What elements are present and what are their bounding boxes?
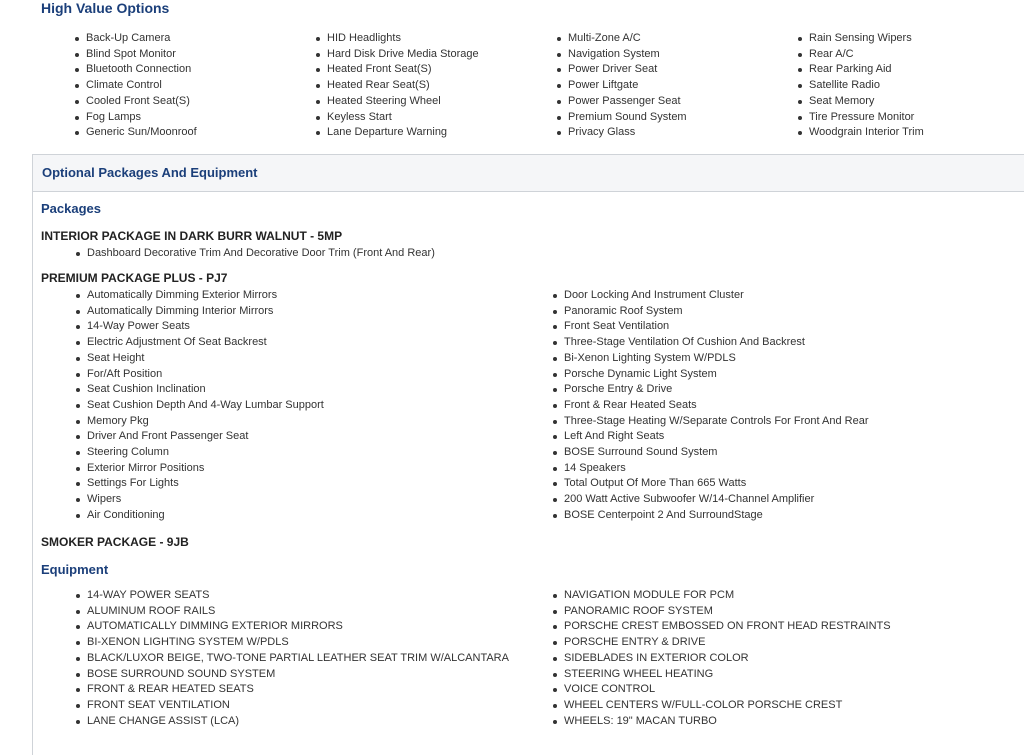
package-feature: Exterior Mirror Positions (87, 461, 324, 477)
package-feature-list-left (87, 288, 324, 524)
option-item: Cooled Front Seat(S) (86, 94, 197, 110)
package-feature: For/Aft Position (87, 367, 324, 383)
equipment-item: PORSCHE CREST EMBOSSED ON FRONT HEAD RESTRAINTS (564, 619, 891, 635)
option-item: Tire Pressure Monitor (809, 110, 924, 126)
package-feature: Steering Column (87, 445, 324, 461)
optional-packages-header (33, 155, 1024, 192)
option-item: Rain Sensing Wipers (809, 31, 924, 47)
package-feature: Dashboard Decorative Trim And Decorative Door Trim (Front And Rear) (87, 246, 435, 262)
package-feature: Three-Stage Heating W/Separate Controls For Front And Rear (564, 414, 868, 430)
equipment-item: WHEELS: 19" MACAN TURBO (564, 714, 891, 730)
option-item: HID Headlights (327, 31, 479, 47)
option-item: Generic Sun/Moonroof (86, 125, 197, 141)
optional-packages-title: Optional Packages And Equipment (42, 165, 258, 180)
package-feature: 14-Way Power Seats (87, 319, 324, 335)
equipment-item: LANE CHANGE ASSIST (LCA) (87, 714, 509, 730)
package-feature: Settings For Lights (87, 476, 324, 492)
option-item: Seat Memory (809, 94, 924, 110)
package-feature: Automatically Dimming Interior Mirrors (87, 304, 324, 320)
option-item: Heated Steering Wheel (327, 94, 479, 110)
equipment-item: STEERING WHEEL HEATING (564, 667, 891, 683)
option-item: Power Driver Seat (568, 62, 687, 78)
package-feature: Seat Cushion Depth And 4-Way Lumbar Support (87, 398, 324, 414)
package-feature: Memory Pkg (87, 414, 324, 430)
package-feature: Bi-Xenon Lighting System W/PDLS (564, 351, 868, 367)
equipment-list-right (564, 588, 891, 729)
package-feature: Total Output Of More Than 665 Watts (564, 476, 868, 492)
package-name: SMOKER PACKAGE - 9JB (41, 535, 189, 549)
option-item: Satellite Radio (809, 78, 924, 94)
high-value-column-4 (809, 31, 924, 141)
option-item: Power Passenger Seat (568, 94, 687, 110)
package-feature: Seat Height (87, 351, 324, 367)
package-feature: 14 Speakers (564, 461, 868, 477)
high-value-column-3 (568, 31, 687, 141)
equipment-item: BOSE SURROUND SOUND SYSTEM (87, 667, 509, 683)
package-name: INTERIOR PACKAGE IN DARK BURR WALNUT - 5MP (41, 229, 343, 243)
package-feature: Three-Stage Ventilation Of Cushion And Backrest (564, 335, 868, 351)
option-item: Keyless Start (327, 110, 479, 126)
option-item: Power Liftgate (568, 78, 687, 94)
equipment-list-left (87, 588, 509, 729)
high-value-column-1 (86, 31, 197, 141)
high-value-column-2 (327, 31, 479, 141)
equipment-item: 14-WAY POWER SEATS (87, 588, 509, 604)
option-item: Rear A/C (809, 47, 924, 63)
package-feature: Panoramic Roof System (564, 304, 868, 320)
package-feature: Porsche Dynamic Light System (564, 367, 868, 383)
package-feature: Automatically Dimming Exterior Mirrors (87, 288, 324, 304)
equipment-item: PORSCHE ENTRY & DRIVE (564, 635, 891, 651)
option-item: Rear Parking Aid (809, 62, 924, 78)
package-feature: Electric Adjustment Of Seat Backrest (87, 335, 324, 351)
package-feature: Seat Cushion Inclination (87, 382, 324, 398)
option-item: Blind Spot Monitor (86, 47, 197, 63)
package-feature: Left And Right Seats (564, 429, 868, 445)
option-item: Multi-Zone A/C (568, 31, 687, 47)
equipment-item: VOICE CONTROL (564, 682, 891, 698)
equipment-item: ALUMINUM ROOF RAILS (87, 604, 509, 620)
package-feature: BOSE Surround Sound System (564, 445, 868, 461)
package-feature: Air Conditioning (87, 508, 324, 524)
option-item: Bluetooth Connection (86, 62, 197, 78)
option-item: Hard Disk Drive Media Storage (327, 47, 479, 63)
package-feature: 200 Watt Active Subwoofer W/14-Channel Amplifier (564, 492, 868, 508)
package-feature: Door Locking And Instrument Cluster (564, 288, 868, 304)
package-feature: Front Seat Ventilation (564, 319, 868, 335)
packages-heading: Packages (41, 201, 101, 216)
option-item: Woodgrain Interior Trim (809, 125, 924, 141)
equipment-item: WHEEL CENTERS W/FULL-COLOR PORSCHE CREST (564, 698, 891, 714)
option-item: Heated Rear Seat(S) (327, 78, 479, 94)
package-feature: Driver And Front Passenger Seat (87, 429, 324, 445)
equipment-item: PANORAMIC ROOF SYSTEM (564, 604, 891, 620)
package-feature-list (87, 246, 435, 262)
equipment-item: AUTOMATICALLY DIMMING EXTERIOR MIRRORS (87, 619, 509, 635)
equipment-item: BLACK/LUXOR BEIGE, TWO-TONE PARTIAL LEATHER SEAT TRIM W/ALCANTARA (87, 651, 509, 667)
equipment-item: FRONT & REAR HEATED SEATS (87, 682, 509, 698)
package-feature: Porsche Entry & Drive (564, 382, 868, 398)
package-feature: BOSE Centerpoint 2 And SurroundStage (564, 508, 868, 524)
option-item: Heated Front Seat(S) (327, 62, 479, 78)
option-item: Fog Lamps (86, 110, 197, 126)
option-item: Lane Departure Warning (327, 125, 479, 141)
package-feature: Front & Rear Heated Seats (564, 398, 868, 414)
package-name: PREMIUM PACKAGE PLUS - PJ7 (41, 271, 228, 285)
high-value-options-grid (0, 31, 1024, 151)
option-item: Navigation System (568, 47, 687, 63)
option-item: Climate Control (86, 78, 197, 94)
equipment-item: FRONT SEAT VENTILATION (87, 698, 509, 714)
package-feature: Wipers (87, 492, 324, 508)
equipment-heading: Equipment (41, 562, 109, 577)
package-feature-list-right (564, 288, 868, 524)
option-item: Privacy Glass (568, 125, 687, 141)
equipment-item: SIDEBLADES IN EXTERIOR COLOR (564, 651, 891, 667)
high-value-options-title: High Value Options (41, 0, 170, 16)
option-item: Back-Up Camera (86, 31, 197, 47)
equipment-item: BI-XENON LIGHTING SYSTEM W/PDLS (87, 635, 509, 651)
option-item: Premium Sound System (568, 110, 687, 126)
equipment-item: NAVIGATION MODULE FOR PCM (564, 588, 891, 604)
